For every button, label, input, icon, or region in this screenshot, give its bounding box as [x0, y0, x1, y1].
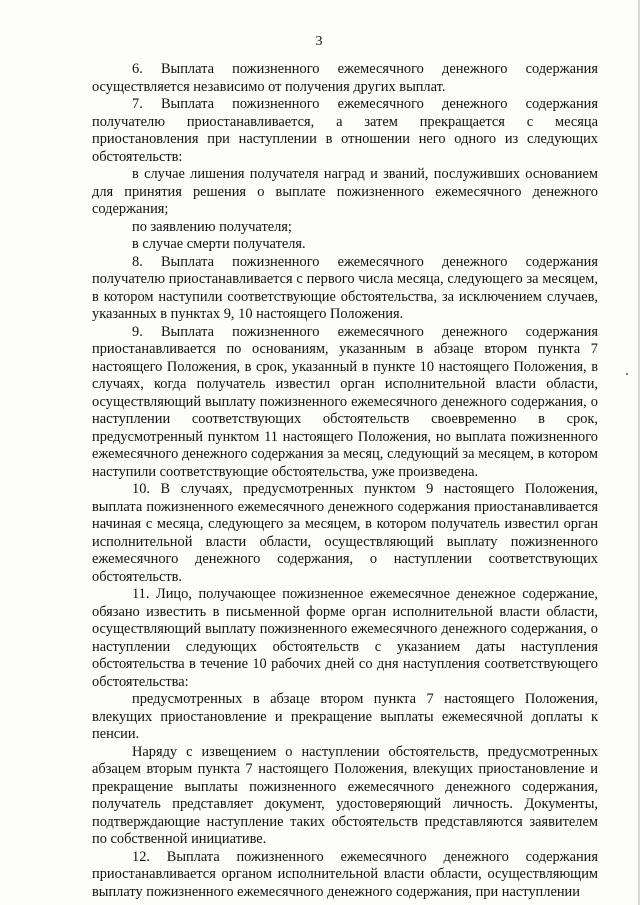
paragraph-6: 6. Выплата пожизненного ежемесячного денежного содержания осуществляется независимо от получения других выплат.: [92, 61, 598, 95]
paragraph-10: 10. В случаях, предусмотренных пунктом 9 настоящего Положения, выплата пожизненного ежемесячного денежного содержания приостанавливается начиная с месяца, следующего за месяцем, в котором получатель известил орган исполнительной власти области, осуществляющий выплату пожизненного ежемесячного денежного содержания, о наступлении соответствующих обстоятельств.: [92, 481, 598, 585]
paragraph-11-note: Наряду с извещением о наступлении обстоятельств, предусмотренных абзацем вторым пункта 7 настоящего Положения, влекущих приостановление и прекращение выплаты пожизненного ежемесячного денежного содержания, получатель представляет документ, удостоверяющий личность. Документы, подтверждающие наступление таких обстоятельств представляются заявителем по собственной инициативе.: [92, 743, 598, 847]
page-number: 3: [315, 34, 323, 49]
paragraph-7: 7. Выплата пожизненного ежемесячного денежного содержания получателю приостанавливается, а затем прекращается с месяца приостановления при наступлении в отношении него одного из следующих обстоятельств:: [92, 96, 598, 165]
paragraph-8: 8. Выплата пожизненного ежемесячного денежного содержания получателю приостанавливается с первого числа месяца, следующего за месяцем, в котором наступили соответствующие обстоятельства, за исключением случаев, указанных в пунктах 9, 10 настоящего Положения.: [92, 253, 598, 322]
paragraph-9: 9. Выплата пожизненного ежемесячного денежного содержания приостанавливается по основаниям, указанным в абзаце втором пункта 7 настоящего Положения, в срок, указанный в пункте 10 настоящего Положения, в случаях, когда получатель известил орган исполнительной власти области, осуществляющий выплату пожизненного ежемесячного денежного содержания, о наступлении соответствующих обстоятельств своевременно в срок, предусмотренный пунктом 11 настоящего Положения, но выплата пожизненного ежемесячного денежного содержания за месяц, следующий за месяцем, в котором наступили соответствующие обстоятельства, уже произведена.: [92, 323, 598, 480]
paragraph-7-item-1: в случае лишения получателя наград и званий, послуживших основанием для принятия решения о выплате пожизненного ежемесячного денежного содержания;: [92, 166, 598, 217]
scan-speck: [626, 373, 628, 375]
paragraph-11: 11. Лицо, получающее пожизненное ежемесячное денежное содержание, обязано известить в письменной форме орган исполнительной власти области, осуществляющий выплату пожизненного ежемесячного денежного содержания, о наступлении следующих обстоятельств с указанием даты наступления обстоятельства в течение 10 рабочих дней со дня наступления соответствующего обстоятельства:: [92, 586, 598, 690]
paragraph-12: 12. Выплата пожизненного ежемесячного денежного содержания приостанавливается органом исполнительной власти области, осуществляющим выплату пожизненного ежемесячного денежного содержания, при наступлении: [92, 848, 598, 900]
document-body: [92, 61, 598, 901]
paragraph-7-item-2: по заявлению получателя;: [132, 218, 292, 235]
paragraph-11-item-1: предусмотренных в абзаце втором пункта 7 настоящего Положения, влекущих приостановление и прекращение выплаты ежемесячной доплаты к пенсии.: [92, 691, 598, 742]
paragraph-7-item-3: в случае смерти получателя.: [132, 236, 306, 252]
